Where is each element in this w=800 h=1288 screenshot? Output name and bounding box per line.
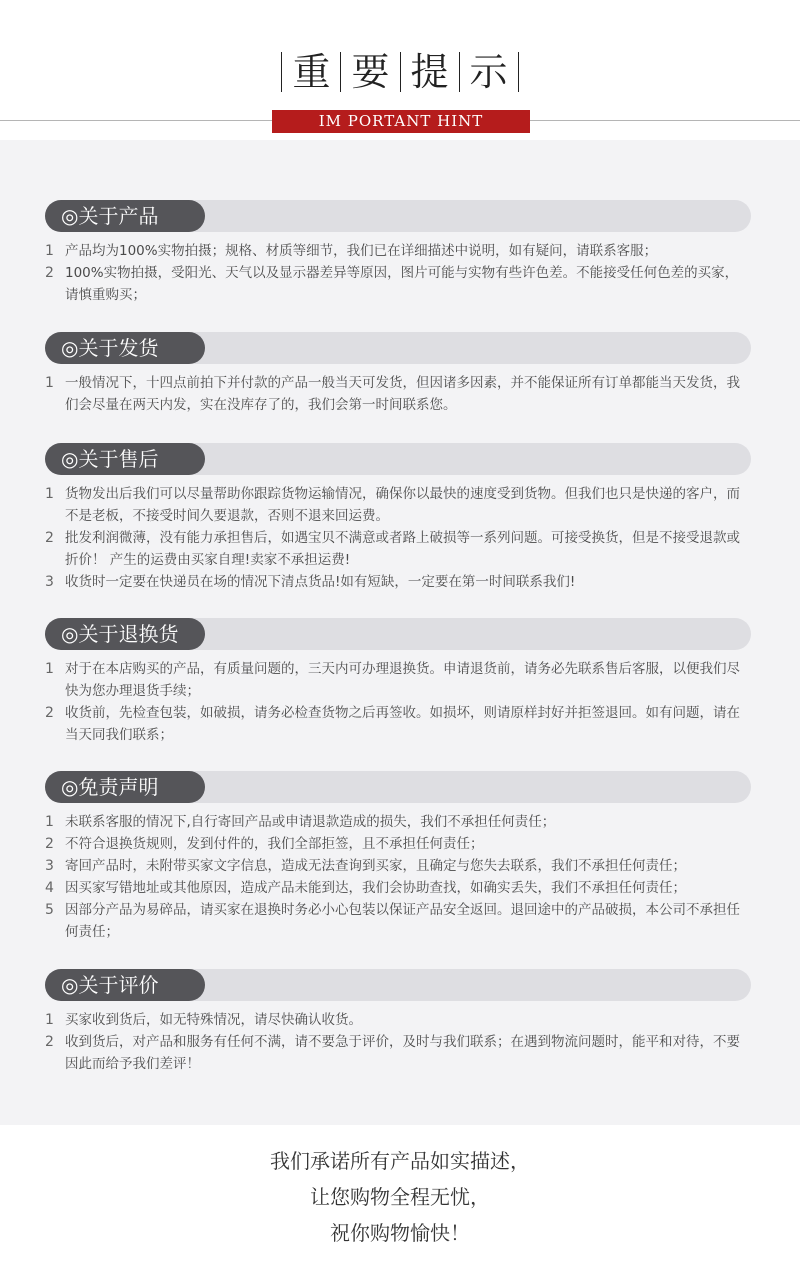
subtitle-banner: IM PORTANT HINT <box>272 110 530 133</box>
section-header <box>45 332 751 364</box>
section-title: ◎关于售后 <box>45 443 205 475</box>
item-number: 2 <box>45 530 54 546</box>
list-item <box>45 262 751 306</box>
item-number: 1 <box>45 814 54 830</box>
section-header <box>45 618 751 650</box>
item-text: 收货时一定要在快递员在场的情况下清点货品!如有短缺，一定要在第一时间联系我们! <box>65 574 576 590</box>
item-number: 4 <box>45 880 54 896</box>
section-title: ◎关于发货 <box>45 332 205 364</box>
item-text: 对于在本店购买的产品，有质量问题的，三天内可办理退换货。申请退货前，请务必先联系售后客服，以便我们尽快为您办理退货手续； <box>65 661 740 699</box>
item-number: 1 <box>45 243 54 259</box>
item-text: 买家收到货后，如无特殊情况，请尽快确认收货。 <box>65 1012 362 1028</box>
item-text: 收到货后，对产品和服务有任何不满，请不要急于评价，及时与我们联系；在遇到物流问题时，能平和对待，不要因此而给予我们差评！ <box>65 1034 740 1072</box>
item-number: 5 <box>45 902 54 918</box>
list-item <box>45 571 751 593</box>
page-title <box>0 52 800 92</box>
section-returns <box>45 618 751 746</box>
list-item <box>45 899 751 943</box>
section-title: ◎关于产品 <box>45 200 205 232</box>
list-item <box>45 240 751 262</box>
list-item <box>45 811 751 833</box>
section-title: ◎免责声明 <box>45 771 205 803</box>
item-text: 一般情况下，十四点前拍下并付款的产品一般当天可发货，但因诸多因素，并不能保证所有订单都能当天发货，我们会尽量在两天内发，实在没库存了的，我们会第一时间联系您。 <box>65 375 740 413</box>
section-header <box>45 200 751 232</box>
item-text: 产品均为100%实物拍摄；规格、材质等细节，我们已在详细描述中说明，如有疑问，请联系客服； <box>65 243 658 259</box>
list-item <box>45 527 751 571</box>
list-item <box>45 658 751 702</box>
list-item <box>45 702 751 746</box>
item-number: 2 <box>45 705 54 721</box>
item-text: 不符合退换货规则，发到付件的，我们全部拒签，且不承担任何责任； <box>65 836 484 852</box>
footer-line: 祝你购物愉快！ <box>330 1221 470 1245</box>
item-number: 1 <box>45 486 54 502</box>
item-number: 3 <box>45 858 54 874</box>
list-item <box>45 833 751 855</box>
list-item <box>45 1031 751 1075</box>
list-item <box>45 372 751 416</box>
section-disclaimer <box>45 771 751 943</box>
title-char: 要 <box>340 52 399 92</box>
item-number: 1 <box>45 1012 54 1028</box>
item-number: 1 <box>45 661 54 677</box>
section-header <box>45 443 751 475</box>
item-text: 批发利润微薄，没有能力承担售后，如遇宝贝不满意或者路上破损等一系列问题。可接受换货，但是不接受退款或折价！ 产生的运费由买家自理!卖家不承担运费! <box>65 530 740 568</box>
item-text: 货物发出后我们可以尽量帮助你跟踪货物运输情况，确保你以最快的速度受到货物。但我们也只是快递的客户，而不是老板，不接受时间久要退款，否则不退来回运费。 <box>65 486 740 524</box>
item-number: 1 <box>45 375 54 391</box>
section-reviews <box>45 969 751 1075</box>
header <box>0 0 800 140</box>
title-char: 重 <box>281 52 340 92</box>
list-item <box>45 877 751 899</box>
footer-line: 让您购物全程无忧， <box>310 1185 490 1209</box>
list-item <box>45 1009 751 1031</box>
title-char: 示 <box>459 52 519 92</box>
section-shipping <box>45 332 751 416</box>
section-header <box>45 771 751 803</box>
footer-promise <box>0 1125 800 1288</box>
item-text: 寄回产品时，未附带买家文字信息，造成无法查询到买家，且确定与您失去联系，我们不承担任何责任； <box>65 858 686 874</box>
item-number: 2 <box>45 1034 54 1050</box>
section-product <box>45 200 751 306</box>
title-char: 提 <box>400 52 459 92</box>
item-text: 未联系客服的情况下,自行寄回产品或申请退款造成的损失，我们不承担任何责任； <box>65 814 556 830</box>
section-after-sales <box>45 443 751 593</box>
section-header <box>45 969 751 1001</box>
item-text: 收货前，先检查包装，如破损，请务必检查货物之后再签收。如损坏，则请原样封好并拒签退回。如有问题，请在当天同我们联系； <box>65 705 740 743</box>
item-number: 3 <box>45 574 54 590</box>
item-text: 因部分产品为易碎品，请买家在退换时务必小心包装以保证产品安全返回。退回途中的产品破损，本公司不承担任何责任； <box>65 902 740 940</box>
footer-line: 我们承诺所有产品如实描述， <box>270 1149 530 1173</box>
section-title: ◎关于评价 <box>45 969 205 1001</box>
item-number: 2 <box>45 265 54 281</box>
list-item <box>45 483 751 527</box>
list-item <box>45 855 751 877</box>
item-text: 100%实物拍摄，受阳光、天气以及显示器差异等原因，图片可能与实物有些许色差。不能接受任何色差的买家，请慎重购买； <box>65 265 739 303</box>
section-title: ◎关于退换货 <box>45 618 205 650</box>
item-text: 因买家写错地址或其他原因，造成产品未能到达，我们会协助查找，如确实丢失，我们不承担任何责任； <box>65 880 686 896</box>
item-number: 2 <box>45 836 54 852</box>
